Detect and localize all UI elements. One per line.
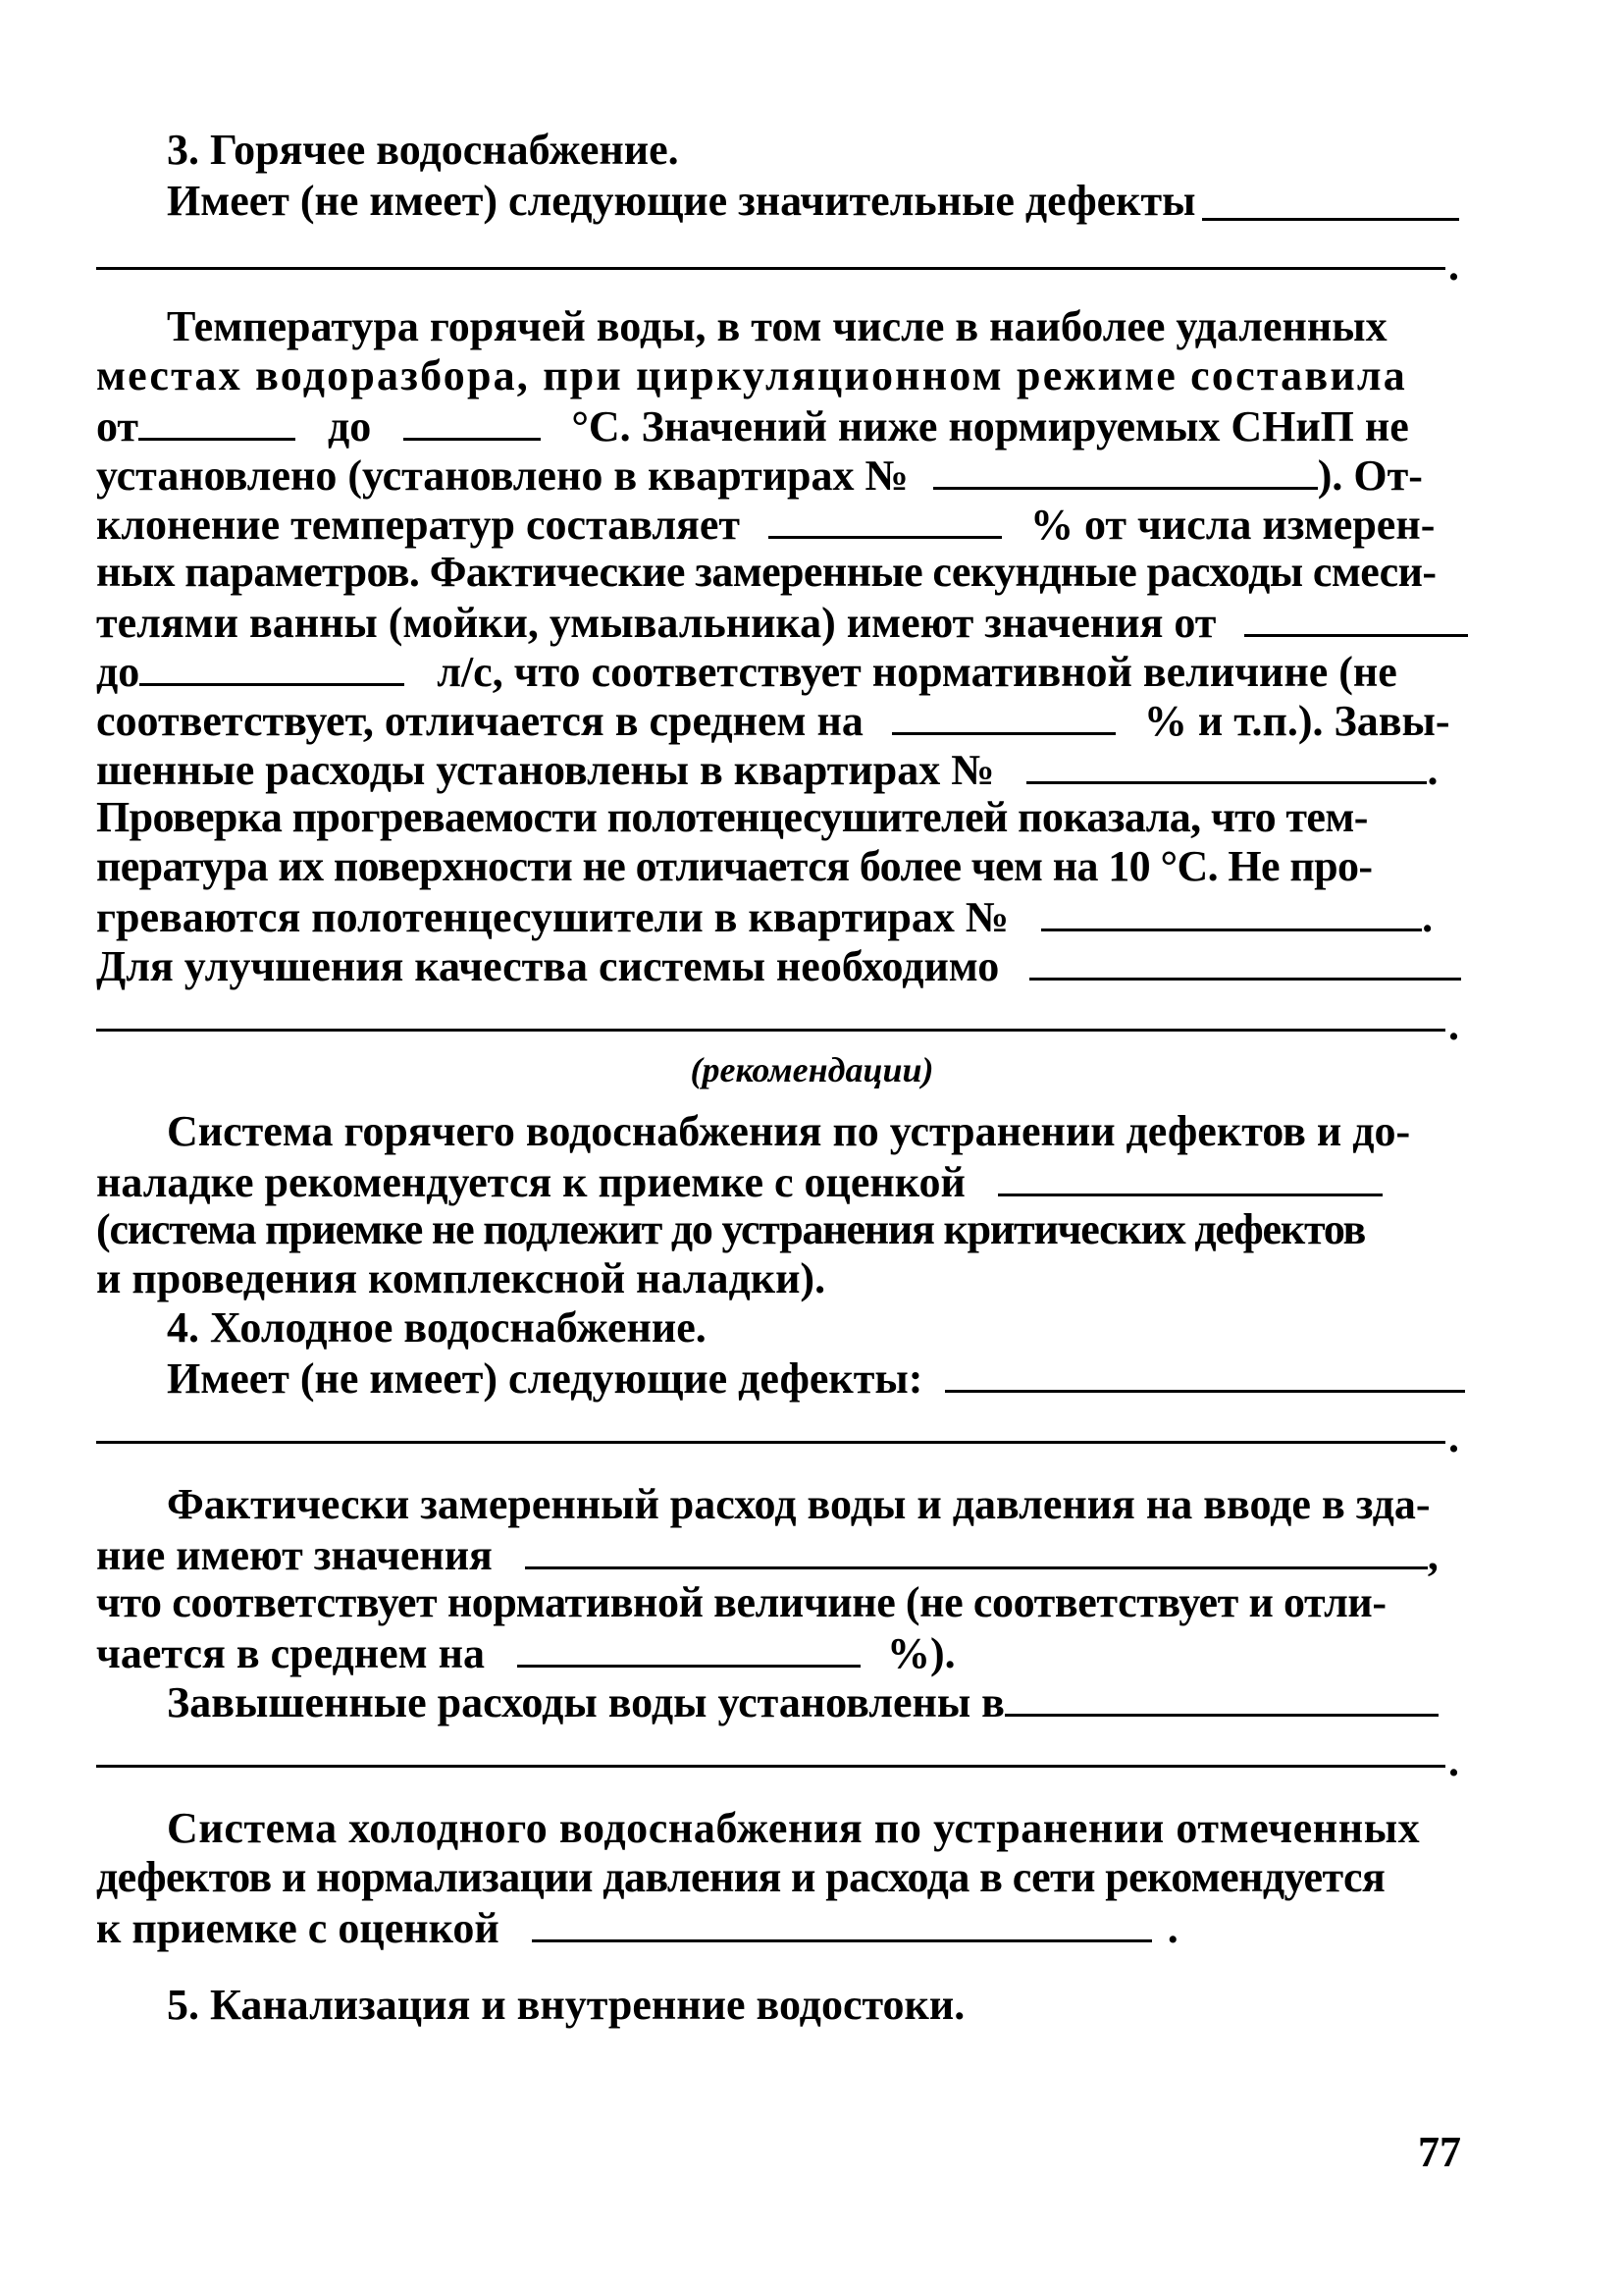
- blank-line[interactable]: [1026, 744, 1427, 784]
- text-line: соответствует, отличается в среднем на % и т.п.). Завы-: [96, 697, 1450, 745]
- text-line: Система холодного водоснабжения по устранении отмеченных: [167, 1804, 1421, 1852]
- text-line: установлено (установлено в квартирах № ). От-: [96, 451, 1423, 500]
- text-line: Для улучшения качества системы необходимо: [96, 940, 1462, 991]
- text-line: Проверка прогреваемости полотенцесушителей показала, что тем-: [96, 793, 1368, 841]
- blank-line[interactable]: [1029, 940, 1461, 981]
- text-line: до л/с, что соответствует нормативной величине (не: [96, 648, 1397, 696]
- text-line: Завышенные расходы воды установлены в: [167, 1676, 1439, 1727]
- text-line: ных параметров. Фактические замеренные секундные расходы смеси-: [96, 548, 1437, 596]
- text-line: (система приемке не подлежит до устранения критических дефектов: [96, 1205, 1366, 1253]
- text-line: местах водоразбора, при циркуляционном режиме составила: [96, 351, 1407, 399]
- blank-line[interactable]: [139, 646, 404, 686]
- blank-line[interactable]: [517, 1627, 861, 1668]
- text-line: чается в среднем на %).: [96, 1629, 956, 1677]
- text-line: наладке рекомендуется к приемке с оценкой: [96, 1156, 1462, 1207]
- blank-line[interactable]: [138, 400, 295, 441]
- blank-line[interactable]: [933, 450, 1318, 490]
- text-line: дефектов и нормализации давления и расхода в сети рекомендуется: [96, 1853, 1386, 1901]
- blank-line[interactable]: [1202, 218, 1459, 221]
- period: .: [1448, 1413, 1459, 1461]
- section-3-defects-label: Имеет (не имеет) следующие значительные дефекты: [167, 177, 1196, 225]
- text-line: Система горячего водоснабжения по устранении дефектов и до-: [167, 1107, 1411, 1155]
- text-line: пература их поверхности не отличается более чем на 10 °С. Не про-: [96, 842, 1373, 890]
- text-line: клонение температур составляет % от числа измерен-: [96, 501, 1436, 549]
- blank-line[interactable]: [1041, 891, 1422, 931]
- blank-line[interactable]: [532, 1902, 1152, 1942]
- text-line: шенные расходы установлены в квартирах № .: [96, 746, 1439, 794]
- blank-line[interactable]: [96, 1441, 1445, 1444]
- period: .: [1448, 241, 1459, 290]
- blank-line[interactable]: [1244, 597, 1468, 637]
- blank-line[interactable]: [403, 400, 541, 441]
- text-line: Температура горячей воды, в том числе в наиболее удаленных: [167, 302, 1388, 350]
- text-line: Фактически замеренный расход воды и давления на вводе в зда-: [167, 1480, 1431, 1528]
- blank-line[interactable]: [945, 1353, 1465, 1393]
- blank-line[interactable]: [96, 1029, 1445, 1032]
- period: .: [1448, 1001, 1459, 1049]
- text-line: греваются полотенцесушители в квартирах № .: [96, 893, 1434, 941]
- section-4-defects-label: Имеет (не имеет) следующие дефекты:: [167, 1353, 1465, 1404]
- text-line: к приемке с оценкой .: [96, 1904, 1179, 1952]
- text-line: от до °С. Значений ниже нормируемых СНиП не: [96, 402, 1409, 451]
- blank-line[interactable]: [525, 1529, 1428, 1569]
- text-line: ние имеют значения ,: [96, 1531, 1439, 1579]
- recommendations-caption: (рекомендации): [690, 1050, 934, 1089]
- section-4-heading: 4. Холодное водоснабжение.: [167, 1303, 707, 1352]
- period: .: [1448, 1737, 1459, 1785]
- blank-line[interactable]: [96, 267, 1445, 270]
- blank-line[interactable]: [998, 1156, 1383, 1196]
- blank-line[interactable]: [892, 695, 1116, 735]
- text-line: что соответствует нормативной величине (не соответствует и отли-: [96, 1578, 1387, 1626]
- blank-line[interactable]: [96, 1765, 1445, 1768]
- text-line: и проведения комплексной наладки).: [96, 1254, 826, 1302]
- section-5-heading: 5. Канализация и внутренние водостоки.: [167, 1981, 966, 2029]
- page-number: 77: [1418, 2128, 1461, 2176]
- blank-line[interactable]: [768, 499, 1002, 539]
- blank-line[interactable]: [1005, 1676, 1439, 1717]
- text-line: телями ванны (мойки, умывальника) имеют значения от: [96, 597, 1462, 648]
- section-3-heading: 3. Горячее водоснабжение.: [167, 126, 679, 174]
